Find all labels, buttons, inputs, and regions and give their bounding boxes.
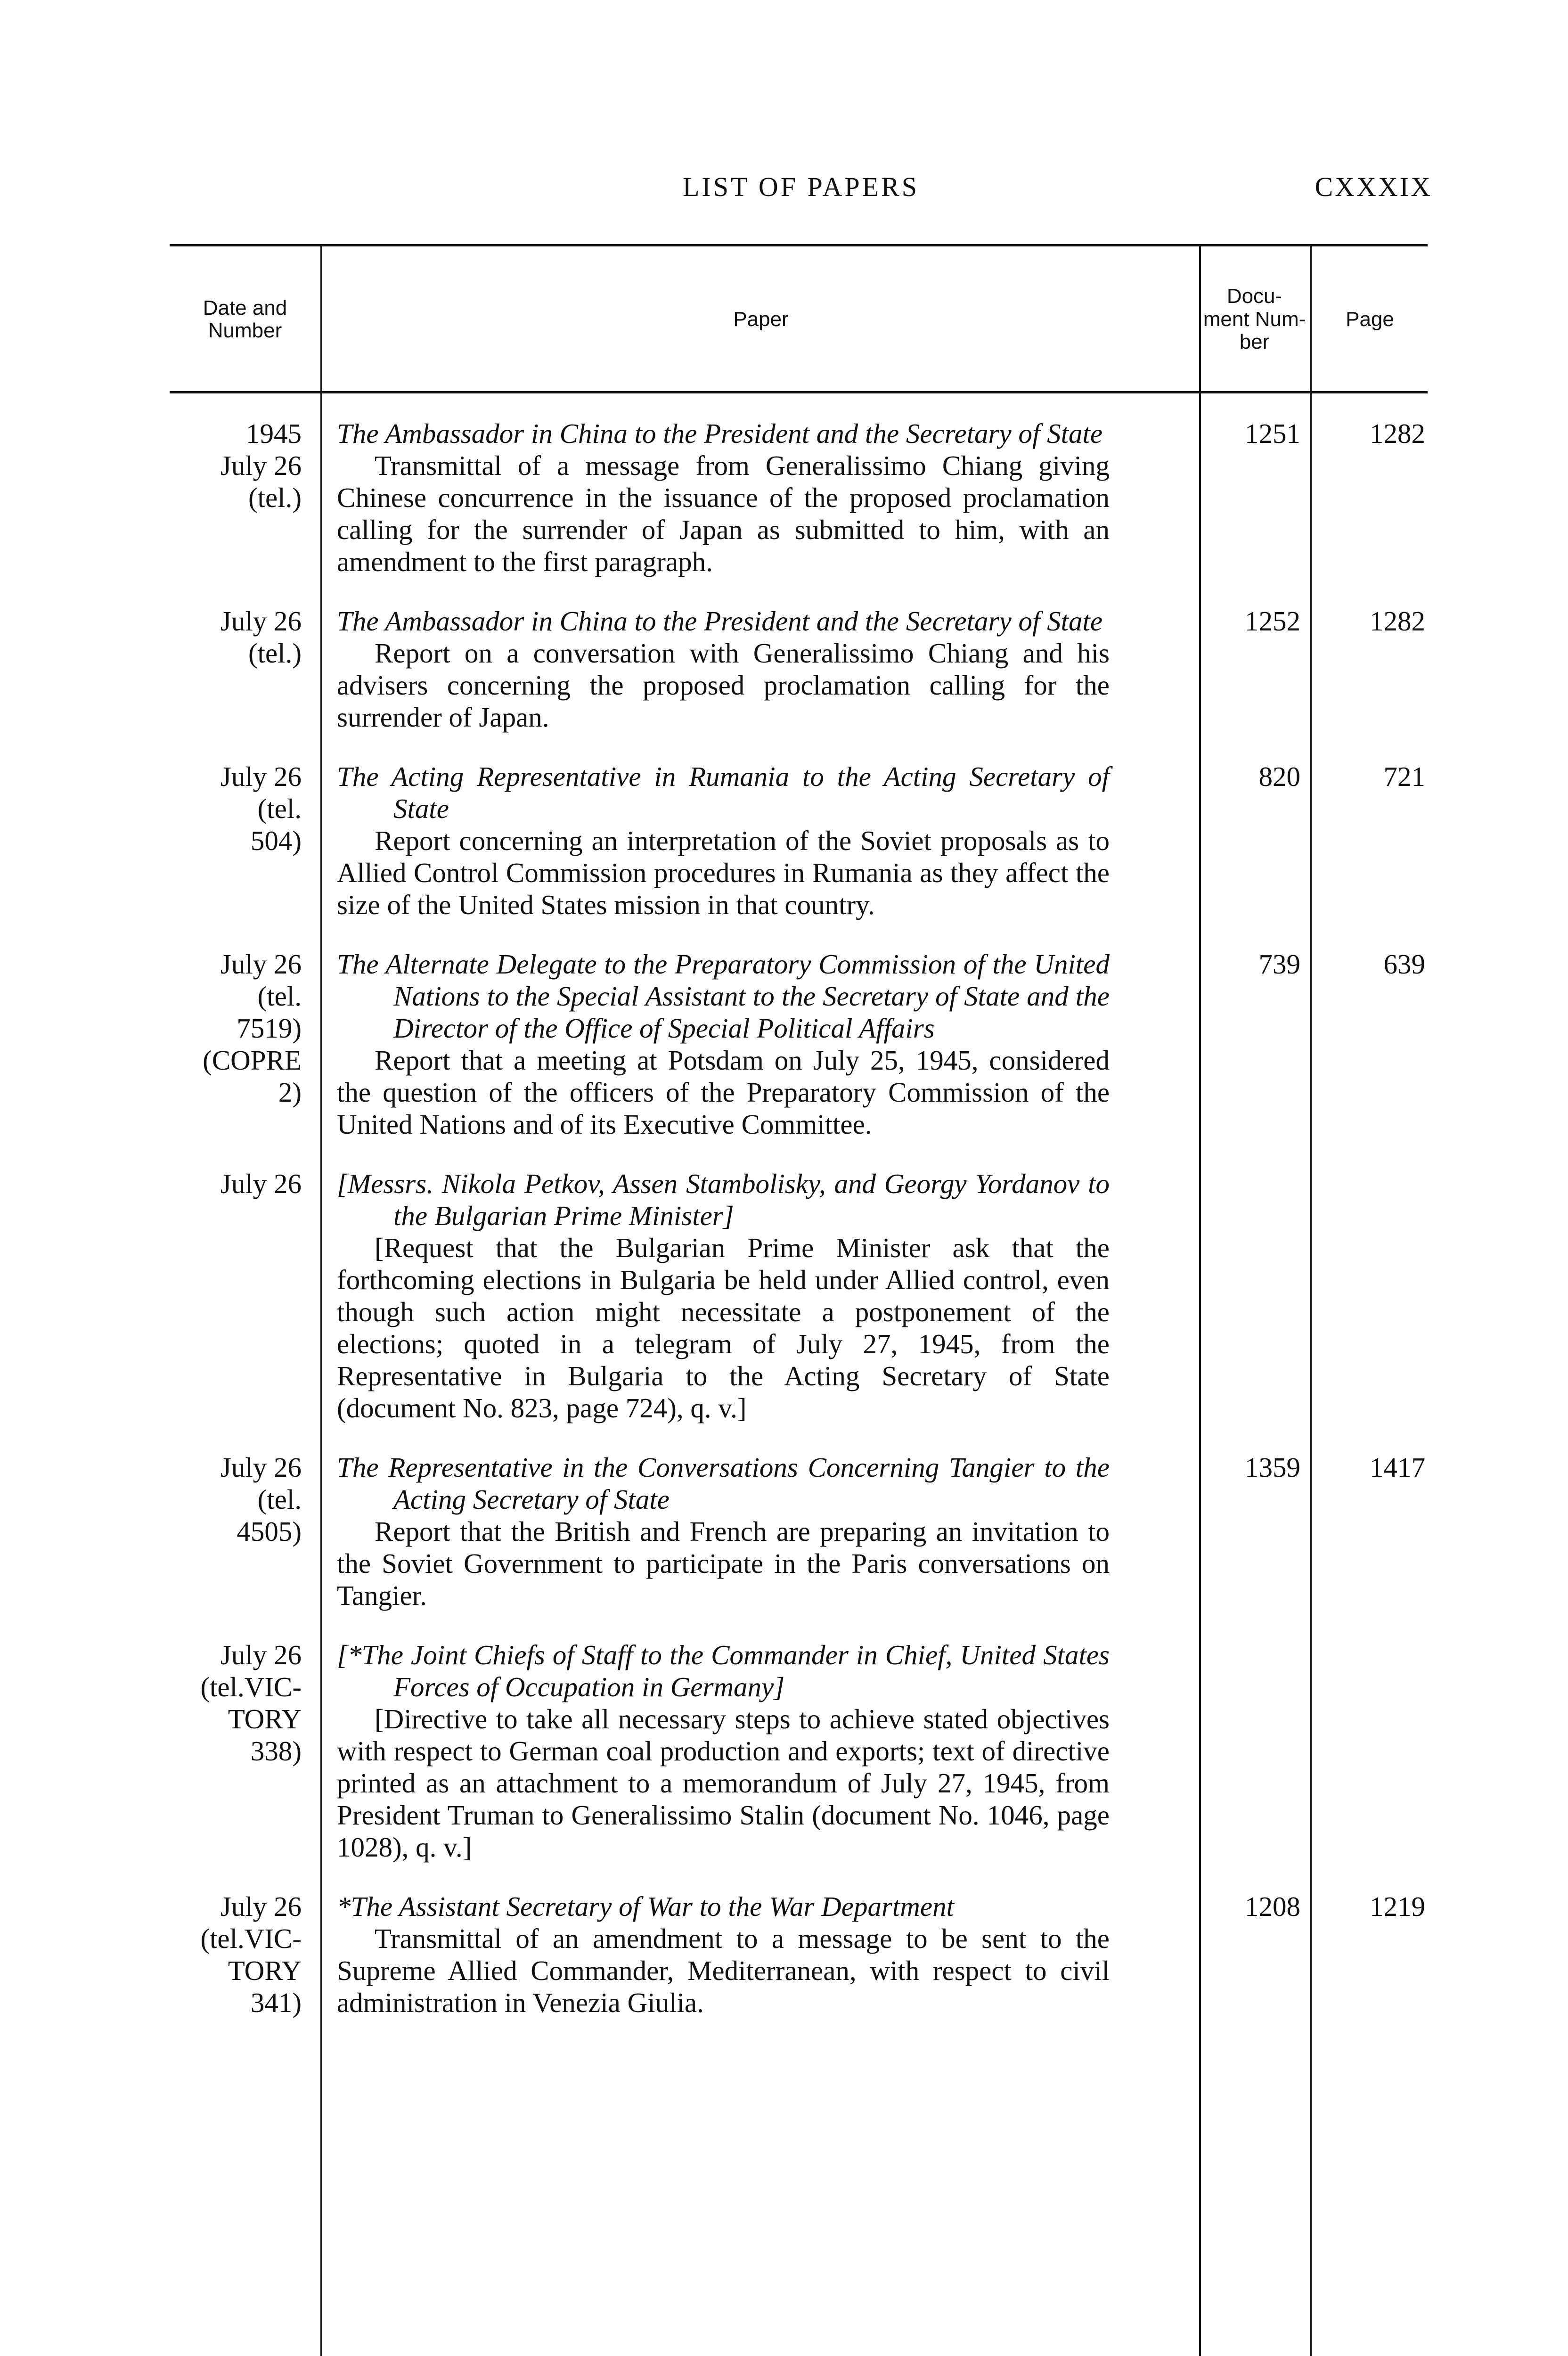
row-heading: The Representative in the Conversations Concerning Tangier to the Acting Secretary of State bbox=[337, 1452, 1110, 1515]
column-header-date: Date and Number bbox=[203, 296, 287, 342]
row-document-number: 1208 bbox=[1245, 1891, 1300, 1922]
table-row bbox=[170, 605, 1428, 733]
row-heading: The Ambassador in China to the President and the Secretary of State bbox=[337, 605, 1103, 637]
row-paper bbox=[337, 1168, 1110, 1424]
row-summary: Report on a conversation with Generalissimo Chiang and his advisers concerning the proposed proclamation calling for the surrender of Japan. bbox=[337, 638, 1110, 733]
table-row bbox=[170, 1890, 1428, 2019]
row-summary: Report that the British and French are preparing an invitation to the Soviet Government to participate in the Paris conversations on Tangier. bbox=[337, 1516, 1110, 1611]
column-header-page: Page bbox=[1346, 307, 1394, 331]
row-summary: Transmittal of an amendment to a message to be sent to the Supreme Allied Commander, Mediterranean, with respect to civil administration in Venezia Giulia. bbox=[337, 1923, 1110, 2018]
row-summary: Report that a meeting at Potsdam on July 25, 1945, considered the question of the officers of the Preparatory Commission of the United Nations and of its Executive Committee. bbox=[337, 1045, 1110, 1140]
row-document-number: 1251 bbox=[1245, 418, 1300, 449]
row-heading: [Messrs. Nikola Petkov, Assen Stambolisky, and Georgy Yordanov to the Bulgarian Prime Minister] bbox=[337, 1168, 1110, 1231]
row-document-number: 739 bbox=[1258, 949, 1300, 980]
row-date: July 26 (tel. 504) bbox=[220, 761, 302, 856]
table-row bbox=[170, 1168, 1428, 1424]
row-paper bbox=[337, 417, 1110, 578]
column-header-document: Docu- ment Num- ber bbox=[1203, 285, 1306, 354]
row-document-number: 820 bbox=[1258, 761, 1300, 792]
row-heading: The Ambassador in China to the President and the Secretary of State bbox=[337, 418, 1103, 449]
row-paper bbox=[337, 1451, 1110, 1612]
row-date: July 26 bbox=[220, 1168, 302, 1199]
row-heading: The Alternate Delegate to the Preparatory Commission of the United Nations to the Special Assistant to the Secretary of State and the Director of the Office of Special Political Affairs bbox=[337, 949, 1110, 1044]
page-header bbox=[170, 166, 1432, 208]
row-summary: Transmittal of a message from Generalissimo Chiang giving Chinese concurrence in the issuance of the proposed proclamation calling for the surrender of Japan as submitted to him, with an amendment to the first paragraph. bbox=[337, 450, 1110, 577]
row-page: 721 bbox=[1383, 761, 1425, 792]
row-paper bbox=[337, 605, 1110, 733]
row-heading: *The Assistant Secretary of War to the War Department bbox=[337, 1891, 954, 1922]
row-page: 1282 bbox=[1370, 605, 1425, 637]
column-header-paper: Paper bbox=[733, 307, 789, 331]
row-page: 639 bbox=[1383, 949, 1425, 980]
table-body bbox=[170, 417, 1428, 2046]
row-date: July 26 (tel.) bbox=[220, 605, 302, 669]
papers-table bbox=[170, 244, 1428, 2356]
row-date: 1945 July 26 (tel.) bbox=[220, 418, 302, 513]
row-paper bbox=[337, 1639, 1110, 1863]
page-number: CXXXIX bbox=[1315, 172, 1432, 202]
row-paper bbox=[337, 948, 1110, 1140]
table-row bbox=[170, 948, 1428, 1140]
page-title: LIST OF PAPERS bbox=[683, 172, 919, 202]
table-row bbox=[170, 1451, 1428, 1612]
row-page: 1417 bbox=[1370, 1452, 1425, 1483]
row-date: July 26 (tel. 4505) bbox=[220, 1452, 302, 1547]
row-document-number: 1359 bbox=[1245, 1452, 1300, 1483]
row-summary: [Directive to take all necessary steps to achieve stated objectives with respect to German coal production and exports; text of directive printed as an attachment to a memorandum of July 27, 1945, from President Truman to Generalissimo Stalin (document No. 1046, page 1028), q. v.] bbox=[337, 1703, 1110, 1863]
row-heading: The Acting Representative in Rumania to the Acting Secretary of State bbox=[337, 761, 1110, 824]
table-row bbox=[170, 1639, 1428, 1863]
table-top-rule bbox=[170, 244, 1428, 246]
row-heading: [*The Joint Chiefs of Staff to the Commander in Chief, United States Forces of Occupation in Germany] bbox=[337, 1639, 1110, 1702]
row-document-number: 1252 bbox=[1245, 605, 1300, 637]
row-date: July 26 (tel.VIC- TORY 341) bbox=[200, 1891, 302, 2018]
row-paper bbox=[337, 761, 1110, 921]
row-page: 1282 bbox=[1370, 418, 1425, 449]
row-date: July 26 (tel. 7519) (COPRE 2) bbox=[203, 949, 302, 1108]
row-paper bbox=[337, 1890, 1110, 2019]
table-header-rule bbox=[170, 391, 1428, 393]
row-date: July 26 (tel.VIC- TORY 338) bbox=[200, 1639, 302, 1767]
table-row bbox=[170, 417, 1428, 578]
row-page: 1219 bbox=[1370, 1891, 1425, 1922]
table-row bbox=[170, 761, 1428, 921]
row-summary: Report concerning an interpretation of the Soviet proposals as to Allied Control Commission procedures in Rumania as they affect the size of the United States mission in that country. bbox=[337, 825, 1110, 920]
row-summary: [Request that the Bulgarian Prime Minister ask that the forthcoming elections in Bulgaria be held under Allied control, even though such action might necessitate a postponement of the elections; quoted in a telegram of July 27, 1945, from the Representative in Bulgaria to the Acting Secretary of State (document No. 823, page 724), q. v.] bbox=[337, 1232, 1110, 1423]
